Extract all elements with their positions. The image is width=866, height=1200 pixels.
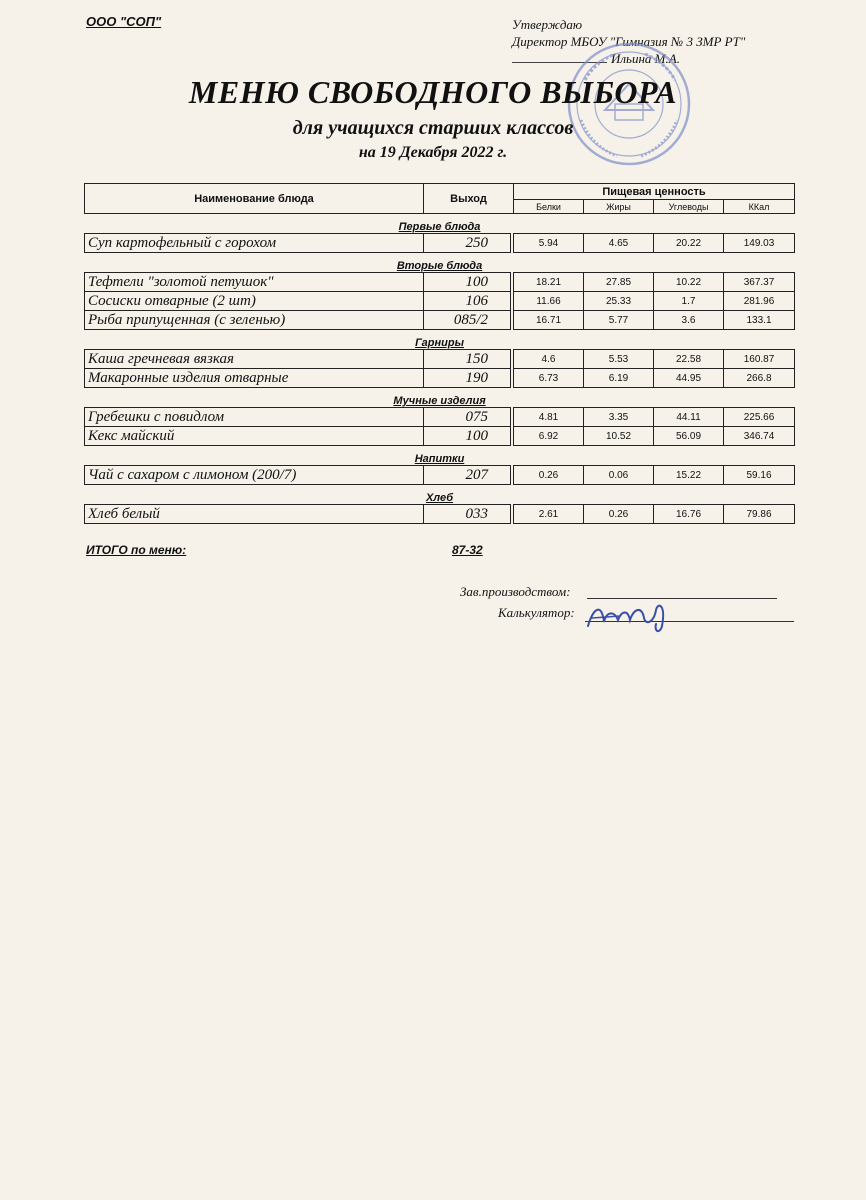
dish-carbs: 15.22 <box>654 466 724 485</box>
dish-carbs: 1.7 <box>654 292 724 311</box>
menu-table <box>84 183 795 524</box>
dish-kcal: 346.74 <box>724 427 795 446</box>
dish-yield: 250 <box>424 234 511 253</box>
dish-kcal: 133.1 <box>724 311 795 330</box>
dish-protein: 16.71 <box>514 311 584 330</box>
menu-subtitle: для учащихся старших классов <box>292 117 574 139</box>
dish-name: Хлеб белый <box>85 505 424 524</box>
dish-name: Сосиски отварные (2 шт) <box>85 292 424 311</box>
dish-yield: 150 <box>424 350 511 369</box>
dish-name: Гребешки с повидлом <box>85 408 424 427</box>
table-header-row <box>85 184 795 200</box>
dish-yield: 075 <box>424 408 511 427</box>
table-row <box>85 350 795 369</box>
column-header-nutrition: Пищевая ценность <box>514 184 795 200</box>
dish-protein: 6.92 <box>514 427 584 446</box>
section-title: Первые блюда <box>398 221 481 233</box>
dish-kcal: 225.66 <box>724 408 795 427</box>
dish-kcal: 59.16 <box>724 466 795 485</box>
organization-name: ООО "СОП" <box>86 14 162 29</box>
dish-carbs: 44.95 <box>654 369 724 388</box>
calculator-signature <box>498 605 575 621</box>
dish-yield: 106 <box>424 292 511 311</box>
dish-fat: 27.85 <box>584 273 654 292</box>
dish-carbs: 3.6 <box>654 311 724 330</box>
dish-name: Макаронные изделия отварные <box>85 369 424 388</box>
column-header-fat: Жиры <box>584 200 654 214</box>
dish-fat: 5.77 <box>584 311 654 330</box>
dish-kcal: 367.37 <box>724 273 795 292</box>
dish-yield: 033 <box>424 505 511 524</box>
dish-carbs: 44.11 <box>654 408 724 427</box>
dish-protein: 11.66 <box>514 292 584 311</box>
dish-fat: 0.06 <box>584 466 654 485</box>
table-row <box>85 369 795 388</box>
section-title: Гарниры <box>415 337 464 349</box>
dish-yield: 207 <box>424 466 511 485</box>
column-header-carbs: Углеводы <box>654 200 724 214</box>
dish-fat: 25.33 <box>584 292 654 311</box>
dish-fat: 0.26 <box>584 505 654 524</box>
total-label: ИТОГО по меню: <box>86 543 187 557</box>
handwritten-signature-icon <box>584 596 674 636</box>
column-header-kcal: ККал <box>724 200 795 214</box>
dish-kcal: 266.8 <box>724 369 795 388</box>
dish-carbs: 16.76 <box>654 505 724 524</box>
dish-yield: 100 <box>424 427 511 446</box>
section-header-row <box>85 330 795 350</box>
approval-name: Ильина М.А. <box>611 51 680 66</box>
dish-fat: 6.19 <box>584 369 654 388</box>
menu-title: МЕНЮ СВОБОДНОГО ВЫБОРА <box>188 74 678 110</box>
dish-yield: 100 <box>424 273 511 292</box>
dish-carbs: 22.58 <box>654 350 724 369</box>
section-header-row <box>85 485 795 505</box>
dish-carbs: 20.22 <box>654 234 724 253</box>
dish-protein: 2.61 <box>514 505 584 524</box>
dish-kcal: 160.87 <box>724 350 795 369</box>
dish-yield: 190 <box>424 369 511 388</box>
production-manager-label: Зав.производством: <box>460 584 571 599</box>
column-header-protein: Белки <box>514 200 584 214</box>
dish-name: Кекс майский <box>85 427 424 446</box>
table-row <box>85 408 795 427</box>
section-title: Хлеб <box>425 492 454 504</box>
dish-protein: 0.26 <box>514 466 584 485</box>
table-row <box>85 292 795 311</box>
dish-name: Чай с сахаром с лимоном (200/7) <box>85 466 424 485</box>
section-header-row <box>85 214 795 234</box>
dish-yield: 085/2 <box>424 311 511 330</box>
dish-name: Каша гречневая вязкая <box>85 350 424 369</box>
dish-protein: 4.6 <box>514 350 584 369</box>
dish-carbs: 56.09 <box>654 427 724 446</box>
dish-fat: 10.52 <box>584 427 654 446</box>
dish-protein: 4.81 <box>514 408 584 427</box>
section-title: Вторые блюда <box>396 260 483 272</box>
dish-fat: 3.35 <box>584 408 654 427</box>
table-row <box>85 311 795 330</box>
table-row <box>85 427 795 446</box>
dish-protein: 6.73 <box>514 369 584 388</box>
section-title: Напитки <box>414 453 465 465</box>
table-row <box>85 234 795 253</box>
dish-fat: 5.53 <box>584 350 654 369</box>
table-row <box>85 466 795 485</box>
dish-kcal: 79.86 <box>724 505 795 524</box>
dish-name: Суп картофельный с горохом <box>85 234 424 253</box>
total-value: 87-32 <box>452 543 483 557</box>
section-title: Мучные изделия <box>393 395 486 407</box>
dish-kcal: 149.03 <box>724 234 795 253</box>
dish-kcal: 281.96 <box>724 292 795 311</box>
calculator-label: Калькулятор: <box>498 605 575 620</box>
dish-fat: 4.65 <box>584 234 654 253</box>
dish-protein: 5.94 <box>514 234 584 253</box>
dish-name: Рыба припущенная (с зеленью) <box>85 311 424 330</box>
approval-title: Утверждаю <box>512 17 583 32</box>
menu-date: на 19 Декабря 2022 г. <box>358 144 508 161</box>
table-row <box>85 273 795 292</box>
section-header-row <box>85 446 795 466</box>
dish-protein: 18.21 <box>514 273 584 292</box>
dish-name: Тефтели "золотой петушок" <box>85 273 424 292</box>
column-header-name: Наименование блюда <box>85 184 424 214</box>
section-header-row <box>85 388 795 408</box>
approval-position: Директор МБОУ "Гимназия № 3 ЗМР РТ" <box>512 34 746 49</box>
dish-carbs: 10.22 <box>654 273 724 292</box>
column-header-yield: Выход <box>424 184 514 214</box>
table-row <box>85 505 795 524</box>
section-header-row <box>85 253 795 273</box>
production-manager-signature <box>460 584 571 600</box>
